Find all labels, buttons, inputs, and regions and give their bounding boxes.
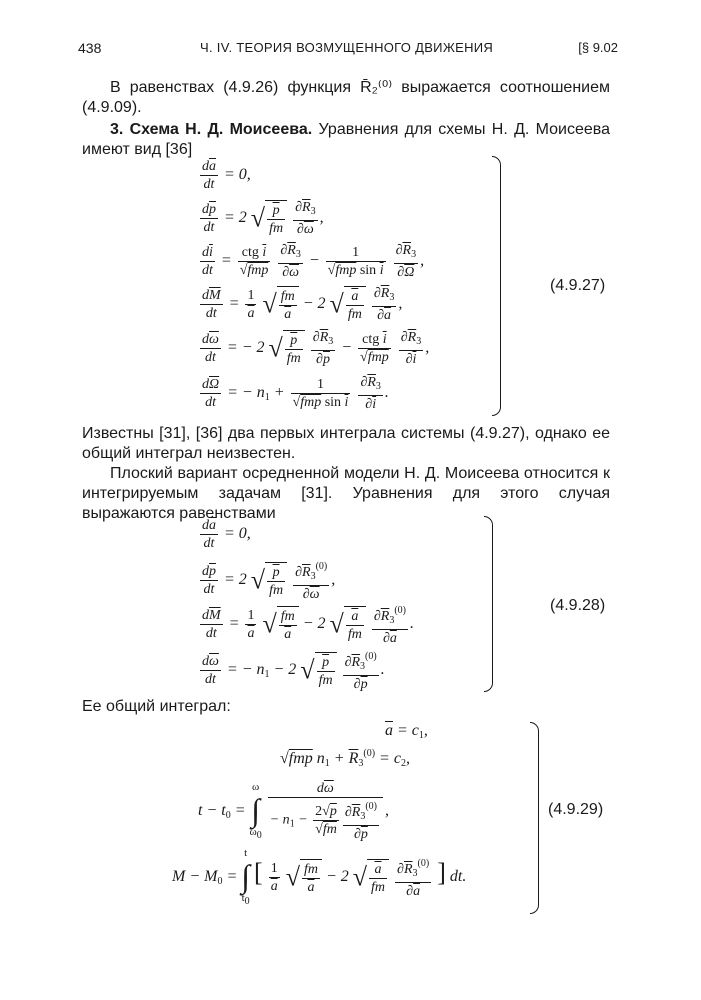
brace-4-9-29	[530, 722, 539, 914]
eq-da: $\frac{d\overline{a}}{dt}$ = 0,	[202, 159, 251, 192]
section-ref: [§ 9.02	[578, 40, 618, 55]
running-header	[78, 40, 618, 60]
page-number: 438	[78, 40, 102, 56]
paragraph-2	[82, 120, 610, 160]
eq-dM: $\frac{d\overline{M}}{dt}$ = $\frac{1}{a}$ √ $\frac{fm}{a}$ − 2 √ $\frac{a}{fm}$ $\frac{\partial\overline{R}_3}{\partial\overline{a}}$ ,	[202, 286, 403, 323]
scheme-heading: 3. Схема Н. Д. Моисеева.	[110, 121, 313, 138]
brace-4-9-27	[492, 156, 501, 416]
paragraph-1: В равенствах (4.9.26) функция R̄₂⁽⁰⁾ выражается соотношением (4.9.09).	[82, 79, 610, 116]
paragraph-4: Плоский вариант осредненной модели Н. Д. Моисеева относится к интегрируемым задачам [31]. Уравнения для этого случая выражаются равенствами	[82, 465, 610, 522]
eq-domega: $\frac{d\overline{\omega}}{dt}$ = − 2 √ $\frac{p}{fm}$ $\frac{\partial\overline{R}_3}{\partial\overline{p}}$ − $\frac{ctg \overline{i}}{\text{√fmp}}$ $\frac{\partial\overline{R}_3}{\partial\overline{i}}$ ,	[202, 330, 430, 367]
paragraph-5: Ее общий интеграл:	[82, 698, 231, 715]
eq2-dM: $\frac{d\overline{M}}{dt}$ = $\frac{1}{a}$ √ $\frac{fm}{a}$ − 2 √ $\frac{a}{fm}$ $\frac{\partial\overline{R}_3^{(0)}}{\partial\overline{a}}$ .	[198, 602, 414, 647]
brace-4-9-28	[484, 516, 493, 692]
eq-dOmega: $\frac{d\overline{\Omega}}{dt}$ = − $n_1$ + $\frac{1}{√fmp \sin \overline{i}}$ $\frac{\partial\overline{R}_3}{\partial\overline{i}}$ .	[202, 375, 389, 412]
paragraph-3: Известны [31], [36] два первых интеграла системы (4.9.27), однако ее общий интеграл неизвестен.	[82, 425, 610, 462]
eq2-domega: $\frac{d\overline{\omega}}{dt}$ = − $n_1 - 2$ √ $\frac{p}{fm}$ $\frac{\partial\overline{R}_3^{(0)}}{\partial\overline{p}}$ .	[198, 648, 385, 693]
eq-di: $\frac{d\overline{i}}{dt}$ = $\frac{ctg \overline{i}}{\text{√fmp}}$ $\frac{\partial\overline{R}_3}{\partial\overline{\omega}}$ − $\frac{1}{√fmp \sin \overline{i}}$ $\frac{\partial\overline{R}_3}{\partial\overline{\Omega}}$ ,	[202, 243, 425, 280]
chapter-title: Ч. IV. ТЕОРИЯ ВОЗМУЩЕННОГО ДВИЖЕНИЯ	[200, 40, 494, 55]
eq3-M: $M - M_0 = t$ ∫ t0 [ $\frac{1}{a}$ √ $\frac{fm}{a}$ − 2 √ $\frac{a}{fm}$ $\frac{\partial\overline{R}_3^{(0)}}{\partial\overline{a}}$ ] dt.	[172, 847, 467, 907]
eq-number-4-9-28: (4.9.28)	[550, 597, 606, 614]
eq3-c2: √fmp $n_1 + \overline{R}_3^{(0)} = c_2$,	[280, 748, 410, 769]
eq3-t: $t - t_0 = \omega$ ∫ ω0 $d\overline{\omega}$ − $n_1$ − $\frac{2√p}{√fm}$ $\frac{\partial\overline{R}_3^{(0)}}{\partial\overline{p}}$ ,	[198, 781, 389, 842]
eq-number-4-9-27: (4.9.27)	[550, 277, 606, 294]
eq-number-4-9-29: (4.9.29)	[548, 801, 604, 818]
eq3-a: $\overline{a} = c_1$,	[385, 722, 428, 741]
eq2-da: $\frac{d\overline{a}}{dt}$ = 0,	[202, 518, 251, 551]
eq2-dp: $\frac{d\overline{p}}{dt}$ = 2 √ $\frac{p}{fm}$ $\frac{\partial\overline{R}_3^{(0)}}{\partial\overline{\omega}}$ ,	[198, 558, 335, 603]
scheme-intro: Уравнения для схемы Н. Д. Моисеева имеют вид [36]	[82, 121, 610, 158]
eq-dp: $\frac{d\overline{p}}{dt}$ = 2 √ $\frac{p}{fm}$ $\frac{\partial\overline{R}_3}{\partial\overline{\omega}}$ ,	[202, 200, 324, 237]
